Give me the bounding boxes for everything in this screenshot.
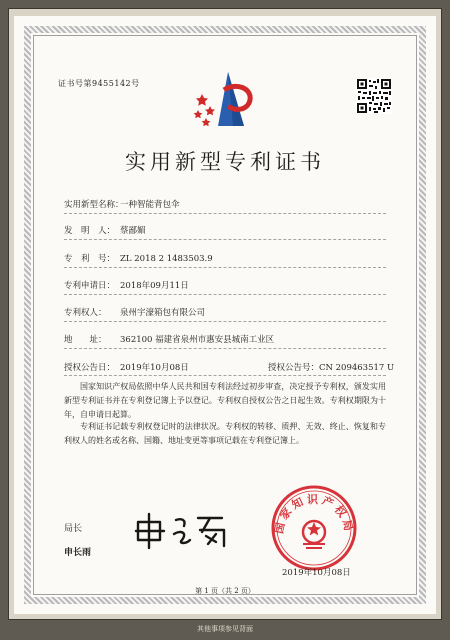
separator-line [64, 213, 386, 214]
grant-announcement-number: 授权公告号：CN 209463517 U [268, 363, 395, 373]
field-label: 授权公告日： [64, 363, 116, 373]
field-application-date [64, 279, 189, 291]
field-inventor [64, 224, 146, 236]
field-utility-model-name [64, 198, 180, 210]
separator-line [64, 375, 386, 376]
footer-note: 其他事项参见背面 [197, 625, 253, 633]
field-value: 泉州宇濠箱包有限公司 [120, 308, 206, 318]
field-label: 发 明 人： [64, 226, 116, 236]
field-value: 362100 福建省泉州市惠安县城南工业区 [120, 335, 275, 345]
separator-line [64, 239, 386, 240]
separator-line [64, 267, 386, 268]
field-patentee [64, 306, 205, 318]
field-grant-announcement [64, 361, 394, 373]
field-patent-number [64, 252, 213, 264]
field-address [64, 333, 274, 345]
certificate-paragraph-legal-status: 专利证书记载专利权登记时的法律状况。专利权的转移、质押、无效、终止、恢复和专利权人的姓名或名称、国籍、地址变更等事项记载在专利登记簿上。 [64, 422, 386, 445]
cnipa-logo-icon [188, 64, 262, 138]
seal-text: 国家知识产权局 [272, 492, 356, 535]
separator-line [64, 321, 386, 322]
field-label: 实用新型名称： [64, 200, 124, 210]
field-label: 专利权人： [64, 308, 107, 318]
page-info: 第 1 页（共 2 页） [195, 587, 255, 595]
field-value: 蔡鄙媚 [120, 226, 146, 236]
field-label: 专利申请日： [64, 281, 116, 291]
separator-line [64, 348, 386, 349]
certificate-title: 实用新型专利证书 [125, 150, 325, 174]
issue-date: 2019年10月08日 [282, 568, 351, 578]
field-value: 一种智能背包伞 [120, 200, 180, 210]
field-value: 2019年10月08日 [120, 363, 189, 373]
field-value: 2018年09月11日 [120, 281, 189, 291]
separator-line [64, 294, 386, 295]
director-name: 申长雨 [64, 548, 92, 558]
director-title: 局长 [64, 524, 83, 534]
official-seal-icon [270, 484, 358, 572]
certificate-paragraph-grant: 国家知识产权局依照中华人民共和国专利法经过初步审查，决定授予专利权，颁发实用新型专利证书并在专利登记簿上予以登记。专利权自授权公告之日起生效。专利权期限为十年，自申请日起算。 [64, 382, 386, 419]
qr-code-icon [356, 78, 392, 114]
certificate-number: 证书号第9455142号 [58, 79, 140, 88]
field-value: ZL 2018 2 1483503.9 [120, 254, 213, 264]
director-signature-icon [130, 510, 230, 550]
field-label: 专 利 号： [64, 254, 116, 264]
field-label: 地 址： [64, 335, 107, 345]
